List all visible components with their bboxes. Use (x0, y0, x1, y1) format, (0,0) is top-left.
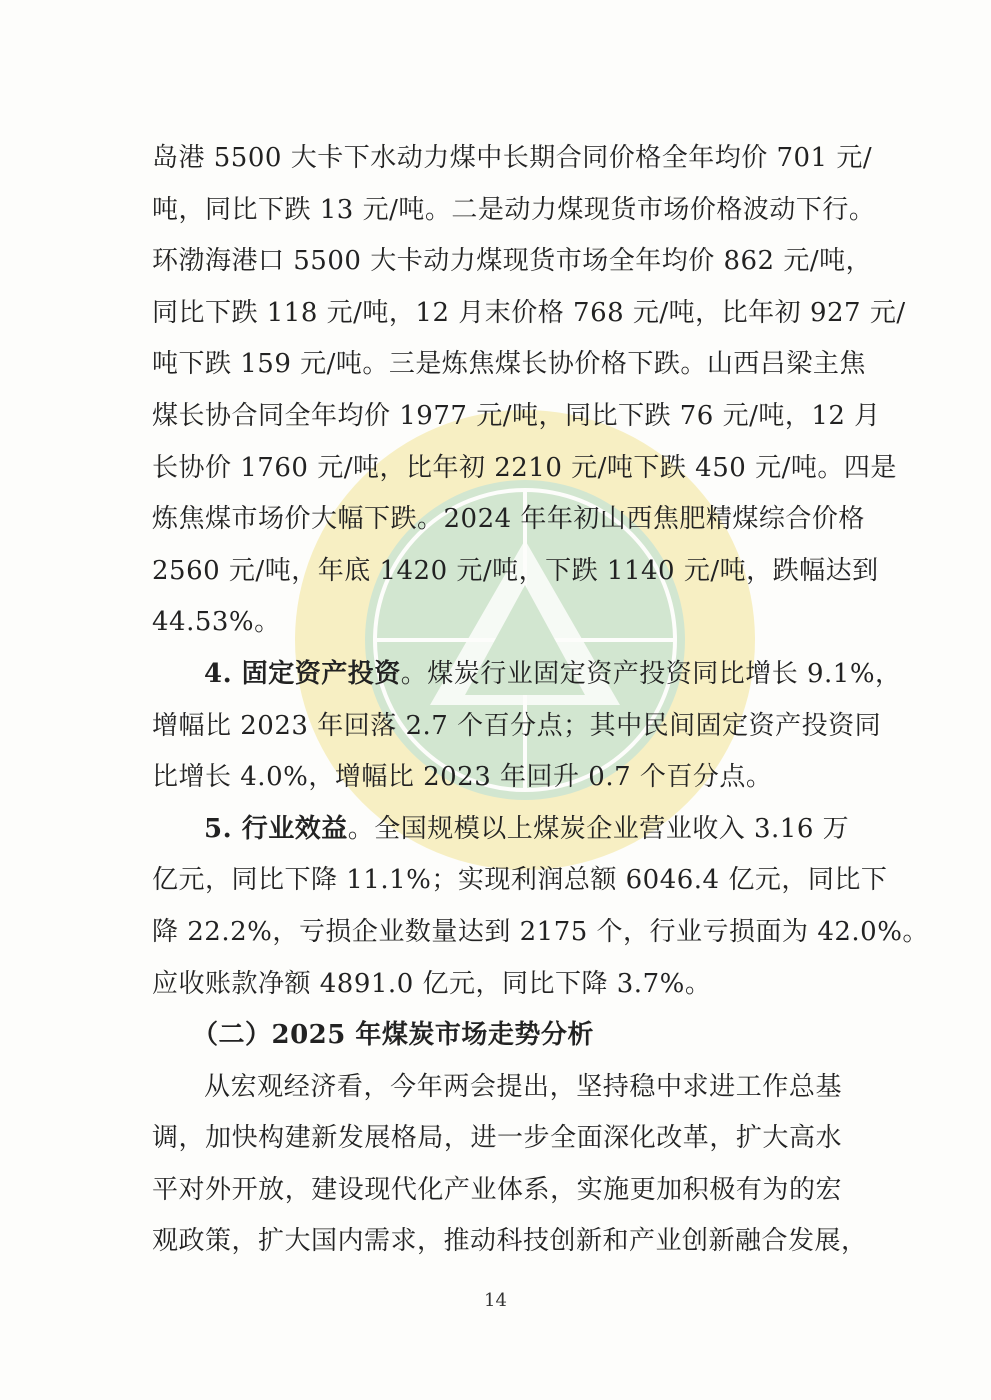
text-line: 环渤海港口 5500 大卡动力煤现货市场全年均价 862 元/吨， (152, 246, 873, 277)
benefit-text: 。全国规模以上煤炭企业营业收入 3.16 万 (347, 813, 850, 844)
body-text (152, 133, 929, 1268)
text-line: 2560 元/吨，年底 1420 元/吨，下跌 1140 元/吨，跌幅达到 (152, 555, 879, 586)
text-line: 亿元，同比下降 11.1%；实现利润总额 6046.4 亿元，同比下 (152, 865, 888, 896)
text-line: 长协价 1760 元/吨，比年初 2210 元/吨下跌 450 元/吨。四是 (152, 452, 897, 483)
text-line: 调，加快构建新发展格局，进一步全面深化改革，扩大高水 (152, 1123, 842, 1154)
investment-paragraph-first-line (152, 649, 902, 701)
text-line: 比增长 4.0%，增幅比 2023 年回升 0.7 个百分点。 (152, 762, 773, 793)
text-line: 从宏观经济看，今年两会提出，坚持稳中求进工作总基 (204, 1071, 842, 1102)
page-number: 14 (484, 1290, 507, 1311)
text-line: 降 22.2%，亏损企业数量达到 2175 个，行业亏损面为 42.0%。 (152, 916, 929, 947)
text-line: 平对外开放，建设现代化产业体系，实施更加积极有为的宏 (152, 1174, 842, 1205)
text-line: 增幅比 2023 年回落 2.7 个百分点；其中民间固定资产投资同 (152, 710, 882, 741)
text-line: 吨，同比下跌 13 元/吨。二是动力煤现货市场价格波动下行。 (152, 194, 876, 225)
section-heading: （二）2025 年煤炭市场走势分析 (192, 1020, 594, 1051)
benefit-paragraph-first-line (152, 804, 850, 856)
text-line: 观政策，扩大国内需求，推动科技创新和产业创新融合发展， (152, 1226, 868, 1257)
text-line: 应收账款净额 4891.0 亿元，同比下降 3.7%。 (152, 968, 712, 999)
text-line: 44.53%。 (152, 607, 281, 638)
text-line: 同比下跌 118 元/吨，12 月末价格 768 元/吨，比年初 927 元/ (152, 297, 906, 328)
investment-text: 。煤炭行业固定资产投资同比增长 9.1%， (400, 658, 902, 689)
benefit-heading: 5. 行业效益 (204, 813, 348, 844)
text-line: 炼焦煤市场价大幅下跌。2024 年年初山西焦肥精煤综合价格 (152, 504, 865, 535)
text-line: 岛港 5500 大卡下水动力煤中长期合同价格全年均价 701 元/ (152, 143, 873, 173)
text-line: 煤长协合同全年均价 1977 元/吨，同比下跌 76 元/吨，12 月 (152, 400, 881, 431)
investment-heading: 4. 固定资产投资 (204, 658, 401, 689)
text-line: 吨下跌 159 元/吨。三是炼焦煤长协价格下跌。山西吕梁主焦 (152, 349, 866, 380)
